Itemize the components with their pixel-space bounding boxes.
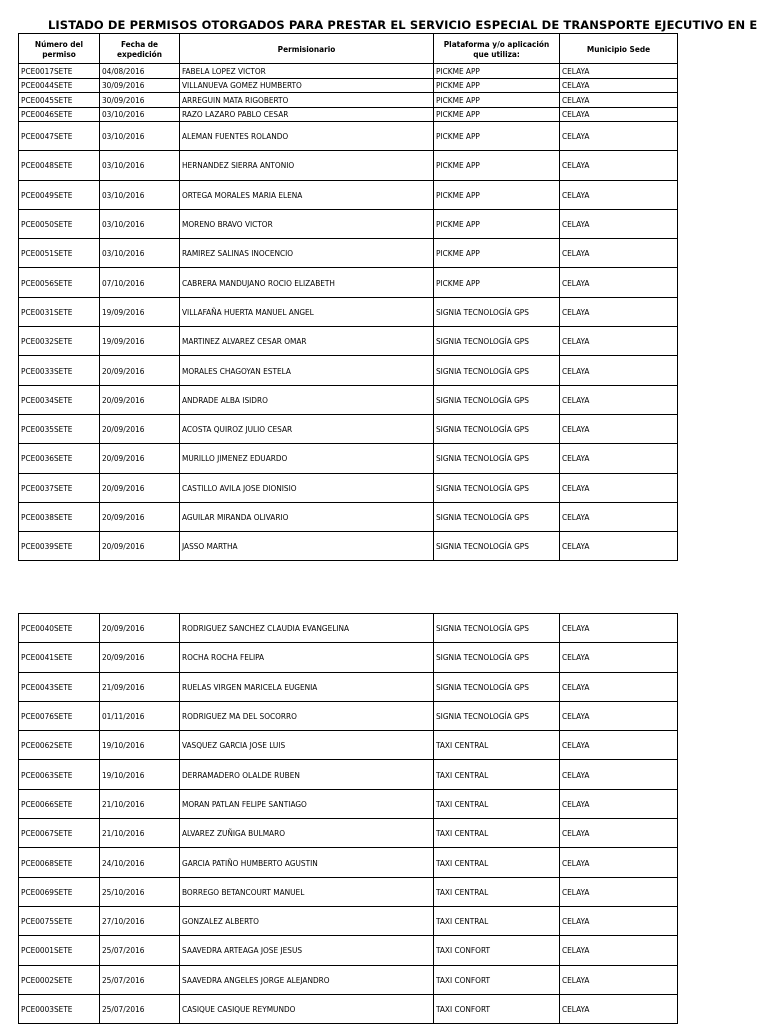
cell-issue-date: 03/10/2016 [100,209,180,238]
cell-permit-holder: RAZO LAZARO PABLO CESAR [180,107,434,122]
cell-issue-date: 30/09/2016 [100,78,180,93]
cell-platform: PICKME APP [434,180,560,209]
cell-platform: PICKME APP [434,239,560,268]
cell-permit-holder: FABELA LOPEZ VICTOR [180,64,434,79]
cell-permit-number: PCE0066SETE [19,789,100,818]
table-row [19,701,678,730]
cell-platform: SIGNIA TECNOLOGÍA GPS [434,502,560,531]
table-row [19,268,678,297]
cell-issue-date: 20/09/2016 [100,502,180,531]
cell-permit-holder: RAMIREZ SALINAS INOCENCIO [180,239,434,268]
table-row [19,936,678,965]
cell-permit-holder: CASIQUE CASIQUE REYMUNDO [180,994,434,1023]
cell-permit-holder: HERNANDEZ SIERRA ANTONIO [180,151,434,180]
cell-municipality: CELAYA [560,122,678,151]
cell-permit-number: PCE0039SETE [19,532,100,561]
cell-platform: TAXI CENTRAL [434,819,560,848]
cell-permit-number: PCE0038SETE [19,502,100,531]
cell-municipality: CELAYA [560,444,678,473]
cell-issue-date: 20/09/2016 [100,444,180,473]
cell-issue-date: 03/10/2016 [100,180,180,209]
table-row [19,819,678,848]
cell-municipality: CELAYA [560,151,678,180]
cell-issue-date: 19/10/2016 [100,731,180,760]
cell-municipality: CELAYA [560,965,678,994]
cell-issue-date: 03/10/2016 [100,151,180,180]
cell-permit-number: PCE0076SETE [19,701,100,730]
cell-permit-holder: MARTINEZ ALVAREZ CESAR OMAR [180,327,434,356]
column-header-issue-date: Fecha de expedición [100,34,180,64]
cell-municipality: CELAYA [560,385,678,414]
cell-permit-holder: CABRERA MANDUJANO ROCIO ELIZABETH [180,268,434,297]
table-row [19,93,678,108]
cell-municipality: CELAYA [560,93,678,108]
cell-permit-holder: ORTEGA MORALES MARIA ELENA [180,180,434,209]
cell-municipality: CELAYA [560,848,678,877]
table-row [19,107,678,122]
table-row [19,789,678,818]
cell-permit-number: PCE0044SETE [19,78,100,93]
cell-platform: PICKME APP [434,107,560,122]
cell-permit-holder: VASQUEZ GARCIA JOSE LUIS [180,731,434,760]
cell-permit-holder: GONZALEZ ALBERTO [180,906,434,935]
cell-permit-holder: SAAVEDRA ANGELES JORGE ALEJANDRO [180,965,434,994]
cell-permit-holder: JASSO MARTHA [180,532,434,561]
cell-issue-date: 04/08/2016 [100,64,180,79]
cell-issue-date: 25/07/2016 [100,965,180,994]
cell-permit-number: PCE0056SETE [19,268,100,297]
cell-platform: SIGNIA TECNOLOGÍA GPS [434,532,560,561]
cell-municipality: CELAYA [560,180,678,209]
cell-issue-date: 03/10/2016 [100,122,180,151]
cell-permit-number: PCE0063SETE [19,760,100,789]
cell-issue-date: 21/10/2016 [100,789,180,818]
cell-issue-date: 20/09/2016 [100,385,180,414]
cell-platform: SIGNIA TECNOLOGÍA GPS [434,385,560,414]
cell-permit-holder: AGUILAR MIRANDA OLIVARIO [180,502,434,531]
table-row [19,877,678,906]
cell-permit-number: PCE0046SETE [19,107,100,122]
document-title: LISTADO DE PERMISOS OTORGADOS PARA PRESTAR EL SERVICIO ESPECIAL DE TRANSPORTE EJECUTIVO EN E [48,18,758,32]
cell-permit-holder: MORALES CHAGOYAN ESTELA [180,356,434,385]
cell-municipality: CELAYA [560,209,678,238]
cell-permit-holder: ANDRADE ALBA ISIDRO [180,385,434,414]
cell-platform: TAXI CENTRAL [434,877,560,906]
table-row [19,906,678,935]
table-row [19,444,678,473]
cell-permit-holder: BORREGO BETANCOURT MANUEL [180,877,434,906]
cell-permit-holder: ACOSTA QUIROZ JULIO CESAR [180,414,434,443]
cell-permit-number: PCE0045SETE [19,93,100,108]
cell-permit-number: PCE0040SETE [19,614,100,643]
cell-platform: TAXI CONFORT [434,936,560,965]
cell-municipality: CELAYA [560,268,678,297]
cell-issue-date: 25/07/2016 [100,936,180,965]
table-row [19,209,678,238]
cell-issue-date: 21/09/2016 [100,672,180,701]
column-header-permit-holder: Permisionario [180,34,434,64]
permits-table-1-body [19,64,678,561]
cell-issue-date: 07/10/2016 [100,268,180,297]
cell-municipality: CELAYA [560,672,678,701]
cell-issue-date: 19/09/2016 [100,327,180,356]
table-row [19,414,678,443]
cell-platform: TAXI CENTRAL [434,760,560,789]
cell-municipality: CELAYA [560,327,678,356]
cell-permit-number: PCE0047SETE [19,122,100,151]
cell-permit-number: PCE0034SETE [19,385,100,414]
cell-issue-date: 30/09/2016 [100,93,180,108]
cell-issue-date: 20/09/2016 [100,356,180,385]
cell-permit-holder: ALEMAN FUENTES ROLANDO [180,122,434,151]
cell-permit-number: PCE0075SETE [19,906,100,935]
cell-permit-number: PCE0043SETE [19,672,100,701]
column-header-permit-number: Número del permiso [19,34,100,64]
table-row [19,532,678,561]
table-row [19,848,678,877]
cell-issue-date: 20/09/2016 [100,532,180,561]
cell-permit-holder: DERRAMADERO OLALDE RUBEN [180,760,434,789]
cell-permit-number: PCE0068SETE [19,848,100,877]
cell-permit-number: PCE0050SETE [19,209,100,238]
table-row [19,180,678,209]
table-row [19,122,678,151]
cell-permit-number: PCE0069SETE [19,877,100,906]
cell-platform: SIGNIA TECNOLOGÍA GPS [434,356,560,385]
cell-issue-date: 19/10/2016 [100,760,180,789]
cell-permit-holder: RUELAS VIRGEN MARICELA EUGENIA [180,672,434,701]
cell-issue-date: 20/09/2016 [100,614,180,643]
cell-platform: PICKME APP [434,64,560,79]
cell-municipality: CELAYA [560,789,678,818]
table-row [19,239,678,268]
cell-platform: SIGNIA TECNOLOGÍA GPS [434,473,560,502]
cell-platform: PICKME APP [434,93,560,108]
cell-platform: TAXI CONFORT [434,994,560,1023]
cell-platform: PICKME APP [434,151,560,180]
cell-permit-holder: ROCHA ROCHA FELIPA [180,643,434,672]
cell-municipality: CELAYA [560,906,678,935]
cell-issue-date: 25/07/2016 [100,994,180,1023]
table-row [19,731,678,760]
cell-issue-date: 25/10/2016 [100,877,180,906]
cell-issue-date: 20/09/2016 [100,414,180,443]
cell-municipality: CELAYA [560,78,678,93]
cell-platform: SIGNIA TECNOLOGÍA GPS [434,614,560,643]
cell-permit-holder: GARCIA PATIÑO HUMBERTO AGUSTIN [180,848,434,877]
cell-issue-date: 03/10/2016 [100,107,180,122]
cell-issue-date: 21/10/2016 [100,819,180,848]
cell-municipality: CELAYA [560,414,678,443]
table-row [19,151,678,180]
cell-permit-holder: MORAN PATLAN FELIPE SANTIAGO [180,789,434,818]
cell-municipality: CELAYA [560,614,678,643]
cell-permit-number: PCE0002SETE [19,965,100,994]
table-row [19,356,678,385]
table-row [19,965,678,994]
cell-permit-holder: RODRIGUEZ SANCHEZ CLAUDIA EVANGELINA [180,614,434,643]
cell-municipality: CELAYA [560,64,678,79]
cell-permit-number: PCE0001SETE [19,936,100,965]
cell-municipality: CELAYA [560,532,678,561]
table-row [19,760,678,789]
cell-municipality: CELAYA [560,473,678,502]
cell-permit-number: PCE0067SETE [19,819,100,848]
cell-permit-number: PCE0035SETE [19,414,100,443]
cell-platform: TAXI CENTRAL [434,789,560,818]
cell-permit-holder: ALVAREZ ZUÑIGA BULMARO [180,819,434,848]
cell-permit-holder: MURILLO JIMENEZ EDUARDO [180,444,434,473]
permits-table-2-body [19,614,678,1024]
column-header-platform: Plataforma y/o aplicación que utiliza: [434,34,560,64]
cell-municipality: CELAYA [560,701,678,730]
cell-permit-number: PCE0033SETE [19,356,100,385]
cell-issue-date: 20/09/2016 [100,473,180,502]
cell-permit-holder: RODRIGUEZ MA DEL SOCORRO [180,701,434,730]
cell-municipality: CELAYA [560,731,678,760]
cell-permit-holder: CASTILLO AVILA JOSE DIONISIO [180,473,434,502]
cell-permit-holder: VILLANUEVA GOMEZ HUMBERTO [180,78,434,93]
table-row [19,672,678,701]
cell-municipality: CELAYA [560,297,678,326]
table-row [19,502,678,531]
cell-platform: PICKME APP [434,122,560,151]
cell-municipality: CELAYA [560,107,678,122]
cell-platform: PICKME APP [434,209,560,238]
cell-municipality: CELAYA [560,643,678,672]
cell-platform: TAXI CENTRAL [434,906,560,935]
table-row [19,385,678,414]
cell-platform: SIGNIA TECNOLOGÍA GPS [434,444,560,473]
cell-platform: SIGNIA TECNOLOGÍA GPS [434,414,560,443]
cell-permit-number: PCE0017SETE [19,64,100,79]
cell-permit-number: PCE0036SETE [19,444,100,473]
cell-issue-date: 27/10/2016 [100,906,180,935]
cell-municipality: CELAYA [560,936,678,965]
cell-permit-holder: SAAVEDRA ARTEAGA JOSE JESUS [180,936,434,965]
cell-permit-holder: VILLAFAÑA HUERTA MANUEL ANGEL [180,297,434,326]
table-row [19,614,678,643]
cell-permit-number: PCE0037SETE [19,473,100,502]
cell-issue-date: 03/10/2016 [100,239,180,268]
cell-permit-number: PCE0062SETE [19,731,100,760]
cell-permit-number: PCE0031SETE [19,297,100,326]
cell-platform: SIGNIA TECNOLOGÍA GPS [434,327,560,356]
cell-platform: TAXI CONFORT [434,965,560,994]
table-row [19,643,678,672]
cell-issue-date: 20/09/2016 [100,643,180,672]
cell-platform: SIGNIA TECNOLOGÍA GPS [434,672,560,701]
cell-platform: PICKME APP [434,268,560,297]
cell-platform: PICKME APP [434,78,560,93]
cell-platform: SIGNIA TECNOLOGÍA GPS [434,643,560,672]
cell-platform: SIGNIA TECNOLOGÍA GPS [434,701,560,730]
table-row [19,994,678,1023]
cell-municipality: CELAYA [560,877,678,906]
cell-municipality: CELAYA [560,760,678,789]
cell-issue-date: 24/10/2016 [100,848,180,877]
cell-platform: TAXI CENTRAL [434,848,560,877]
cell-permit-number: PCE0032SETE [19,327,100,356]
table-row [19,297,678,326]
column-header-municipality: Municipio Sede [560,34,678,64]
cell-permit-number: PCE0048SETE [19,151,100,180]
cell-issue-date: 01/11/2016 [100,701,180,730]
cell-municipality: CELAYA [560,502,678,531]
cell-permit-number: PCE0003SETE [19,994,100,1023]
cell-permit-number: PCE0049SETE [19,180,100,209]
permits-table-2 [18,613,678,1024]
cell-permit-holder: MORENO BRAVO VICTOR [180,209,434,238]
cell-municipality: CELAYA [560,356,678,385]
cell-permit-number: PCE0041SETE [19,643,100,672]
cell-permit-holder: ARREGUIN MATA RIGOBERTO [180,93,434,108]
table-row [19,327,678,356]
table-row [19,64,678,79]
cell-platform: SIGNIA TECNOLOGÍA GPS [434,297,560,326]
cell-issue-date: 19/09/2016 [100,297,180,326]
table-header-row [19,34,678,64]
cell-municipality: CELAYA [560,819,678,848]
cell-permit-number: PCE0051SETE [19,239,100,268]
cell-municipality: CELAYA [560,239,678,268]
permits-table-1 [18,33,678,561]
table-row [19,78,678,93]
cell-municipality: CELAYA [560,994,678,1023]
cell-platform: TAXI CENTRAL [434,731,560,760]
table-row [19,473,678,502]
